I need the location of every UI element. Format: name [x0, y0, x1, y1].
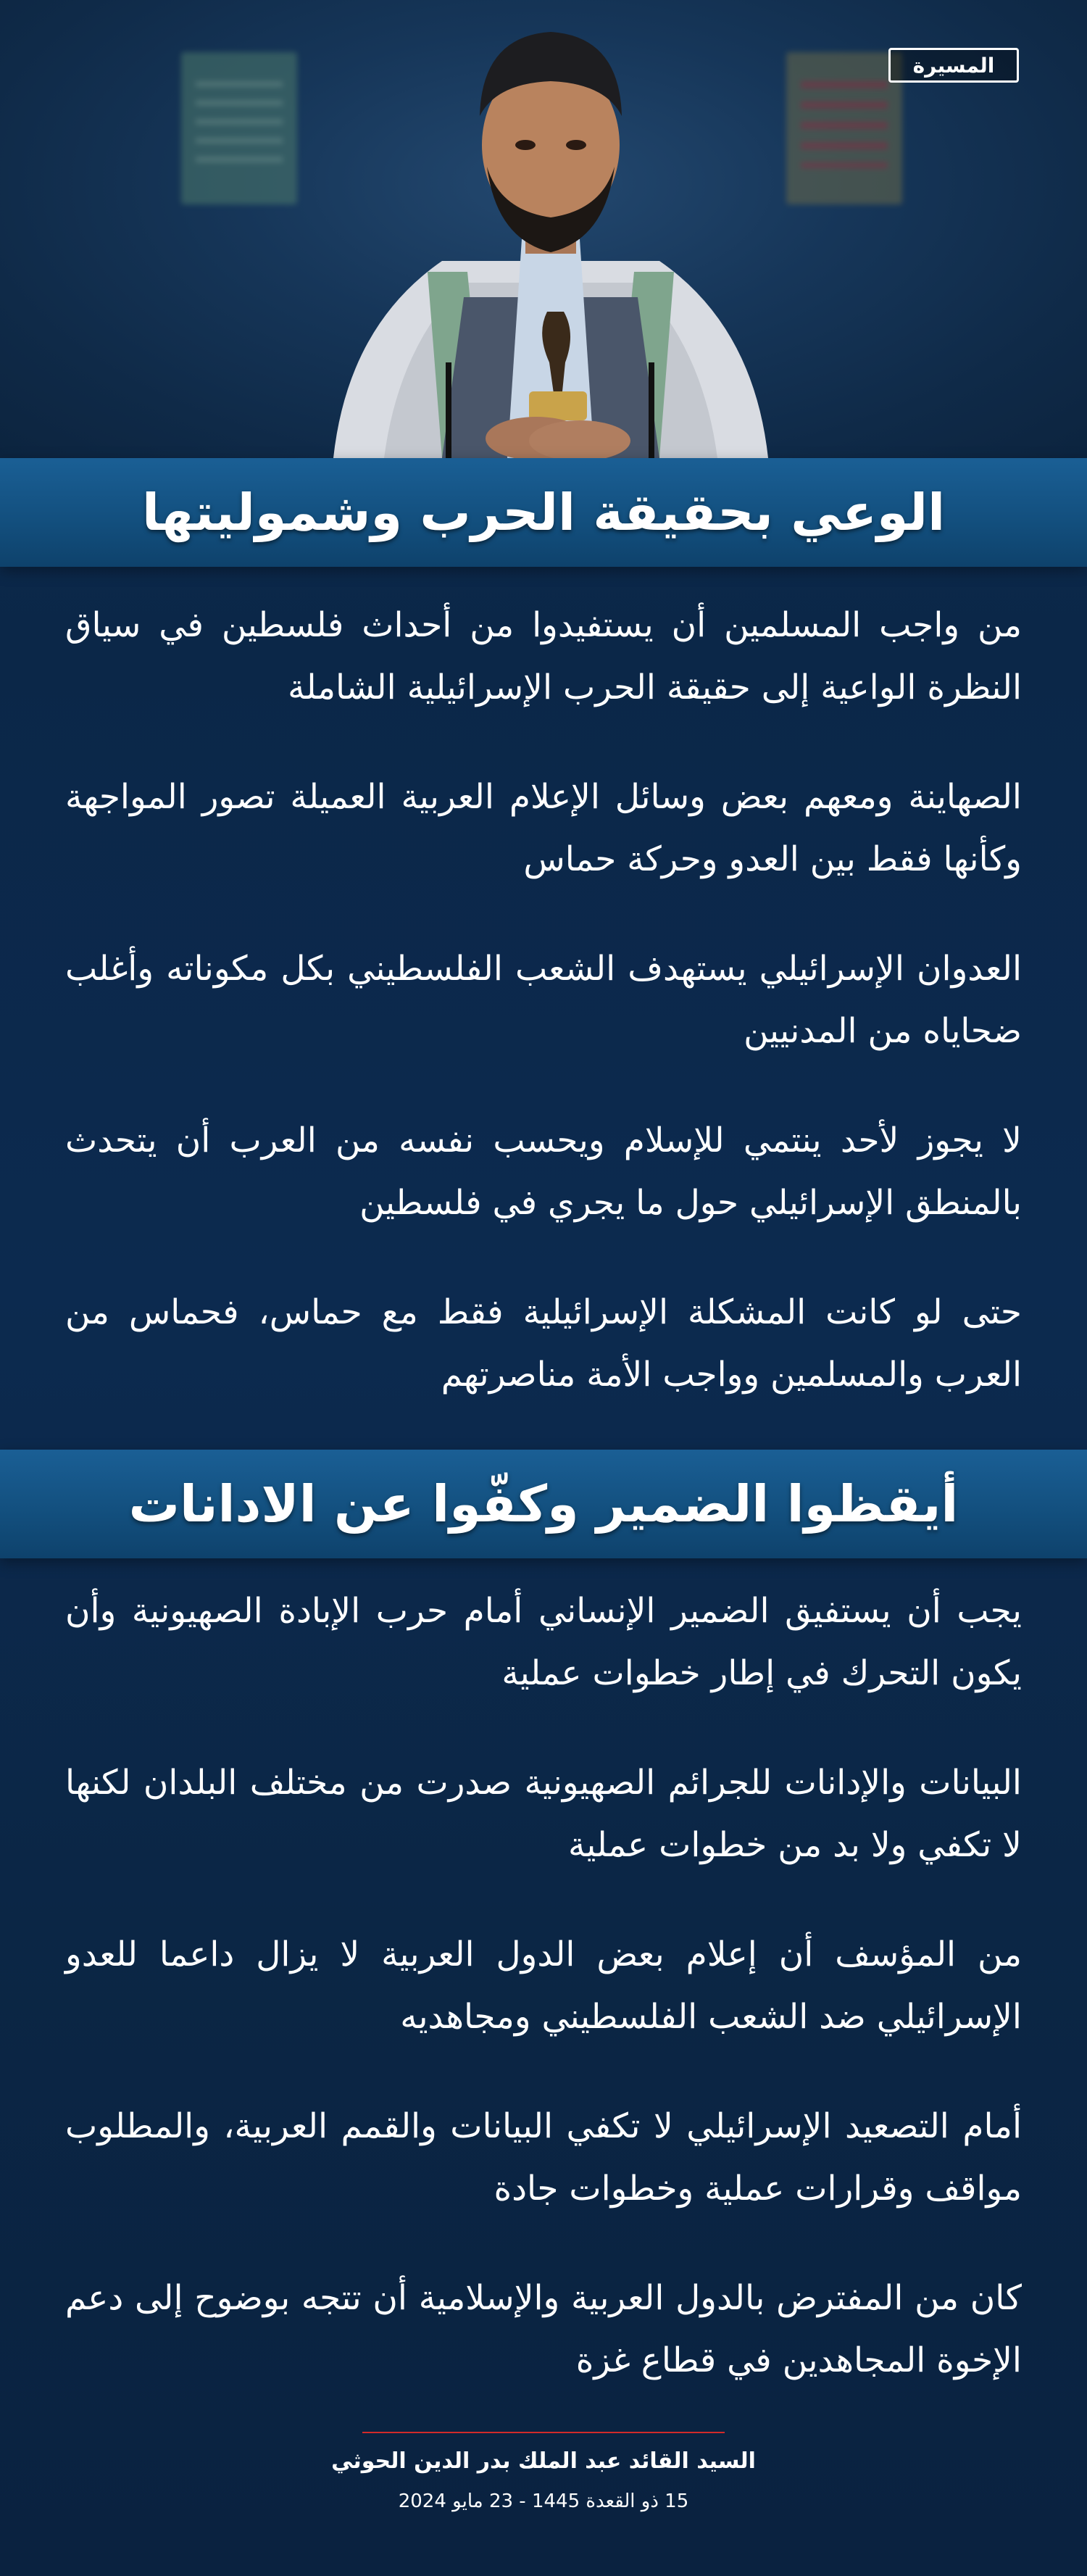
channel-logo: المسيرة: [888, 48, 1019, 83]
section-2-header: [0, 1450, 1087, 1558]
section-1-paragraph-4: لا يجوز لأحد ينتمي للإسلام ويحسب نفسه من العرب أن يتحدث بالمنطق الإسرائيلي حول ما يجري في فلسطين: [65, 1121, 1022, 1223]
section-2-paragraph-5: كان من المفترض بالدول العربية والإسلامية أن تتجه بوضوح إلى دعم الإخوة المجاهدين في قطاع غزة: [65, 2278, 1022, 2380]
speaker-portrait: [319, 22, 783, 458]
signature-date: 15 ذو القعدة 1445 - 23 مايو 2024: [398, 2490, 689, 2512]
section-1-paragraph-3: العدوان الإسرائيلي يستهدف الشعب الفلسطيني بكل مكوناته وأغلب ضحاياه من المدنيين: [65, 949, 1022, 1051]
section-1-paragraph-1: من واجب المسلمين أن يستفيدوا من أحداث فلسطين في سياق النظرة الواعية إلى حقيقة الحرب الإسرائيلية الشاملة: [65, 605, 1022, 707]
signature-divider: [362, 2432, 725, 2433]
signature-name: السيد القائد عبد الملك بدر الدين الحوثي: [331, 2448, 756, 2474]
background-banner-left: [181, 52, 297, 204]
section-1-header: [0, 458, 1087, 567]
section-2-paragraph-4: أمام التصعيد الإسرائيلي لا تكفي البيانات والقمم العربية، والمطلوب مواقف وقرارات عملية وخطوات جادة: [65, 2106, 1022, 2209]
section-2-paragraph-1: يجب أن يستفيق الضمير الإنساني أمام حرب الإبادة الصهيونية وأن يكون التحرك في إطار خطوات عملية: [65, 1591, 1022, 1693]
section-2-paragraph-2: البيانات والإدانات للجرائم الصهيونية صدرت من مختلف البلدان لكنها لا تكفي ولا بد من خطوات عملية: [65, 1763, 1022, 1865]
section-1-paragraph-2: الصهاينة ومعهم بعض وسائل الإعلام العربية العميلة تصور المواجهة وكأنها فقط بين العدو وحركة حماس: [65, 777, 1022, 879]
section-1-paragraph-5: حتى لو كانت المشكلة الإسرائيلية فقط مع حماس، فحماس من العرب والمسلمين وواجب الأمة مناصرتهم: [65, 1292, 1022, 1395]
hero-photo: [0, 0, 1087, 458]
background-banner-right: [786, 52, 902, 204]
section-1-title: الوعي بحقيقة الحرب وشموليتها: [141, 483, 946, 542]
section-2-paragraph-3: من المؤسف أن إعلام بعض الدول العربية لا يزال داعما للعدو الإسرائيلي ضد الشعب الفلسطيني ومجاهديه: [65, 1935, 1022, 2037]
section-2-title: أيقظوا الضمير وكفّوا عن الادانات: [128, 1474, 959, 1534]
